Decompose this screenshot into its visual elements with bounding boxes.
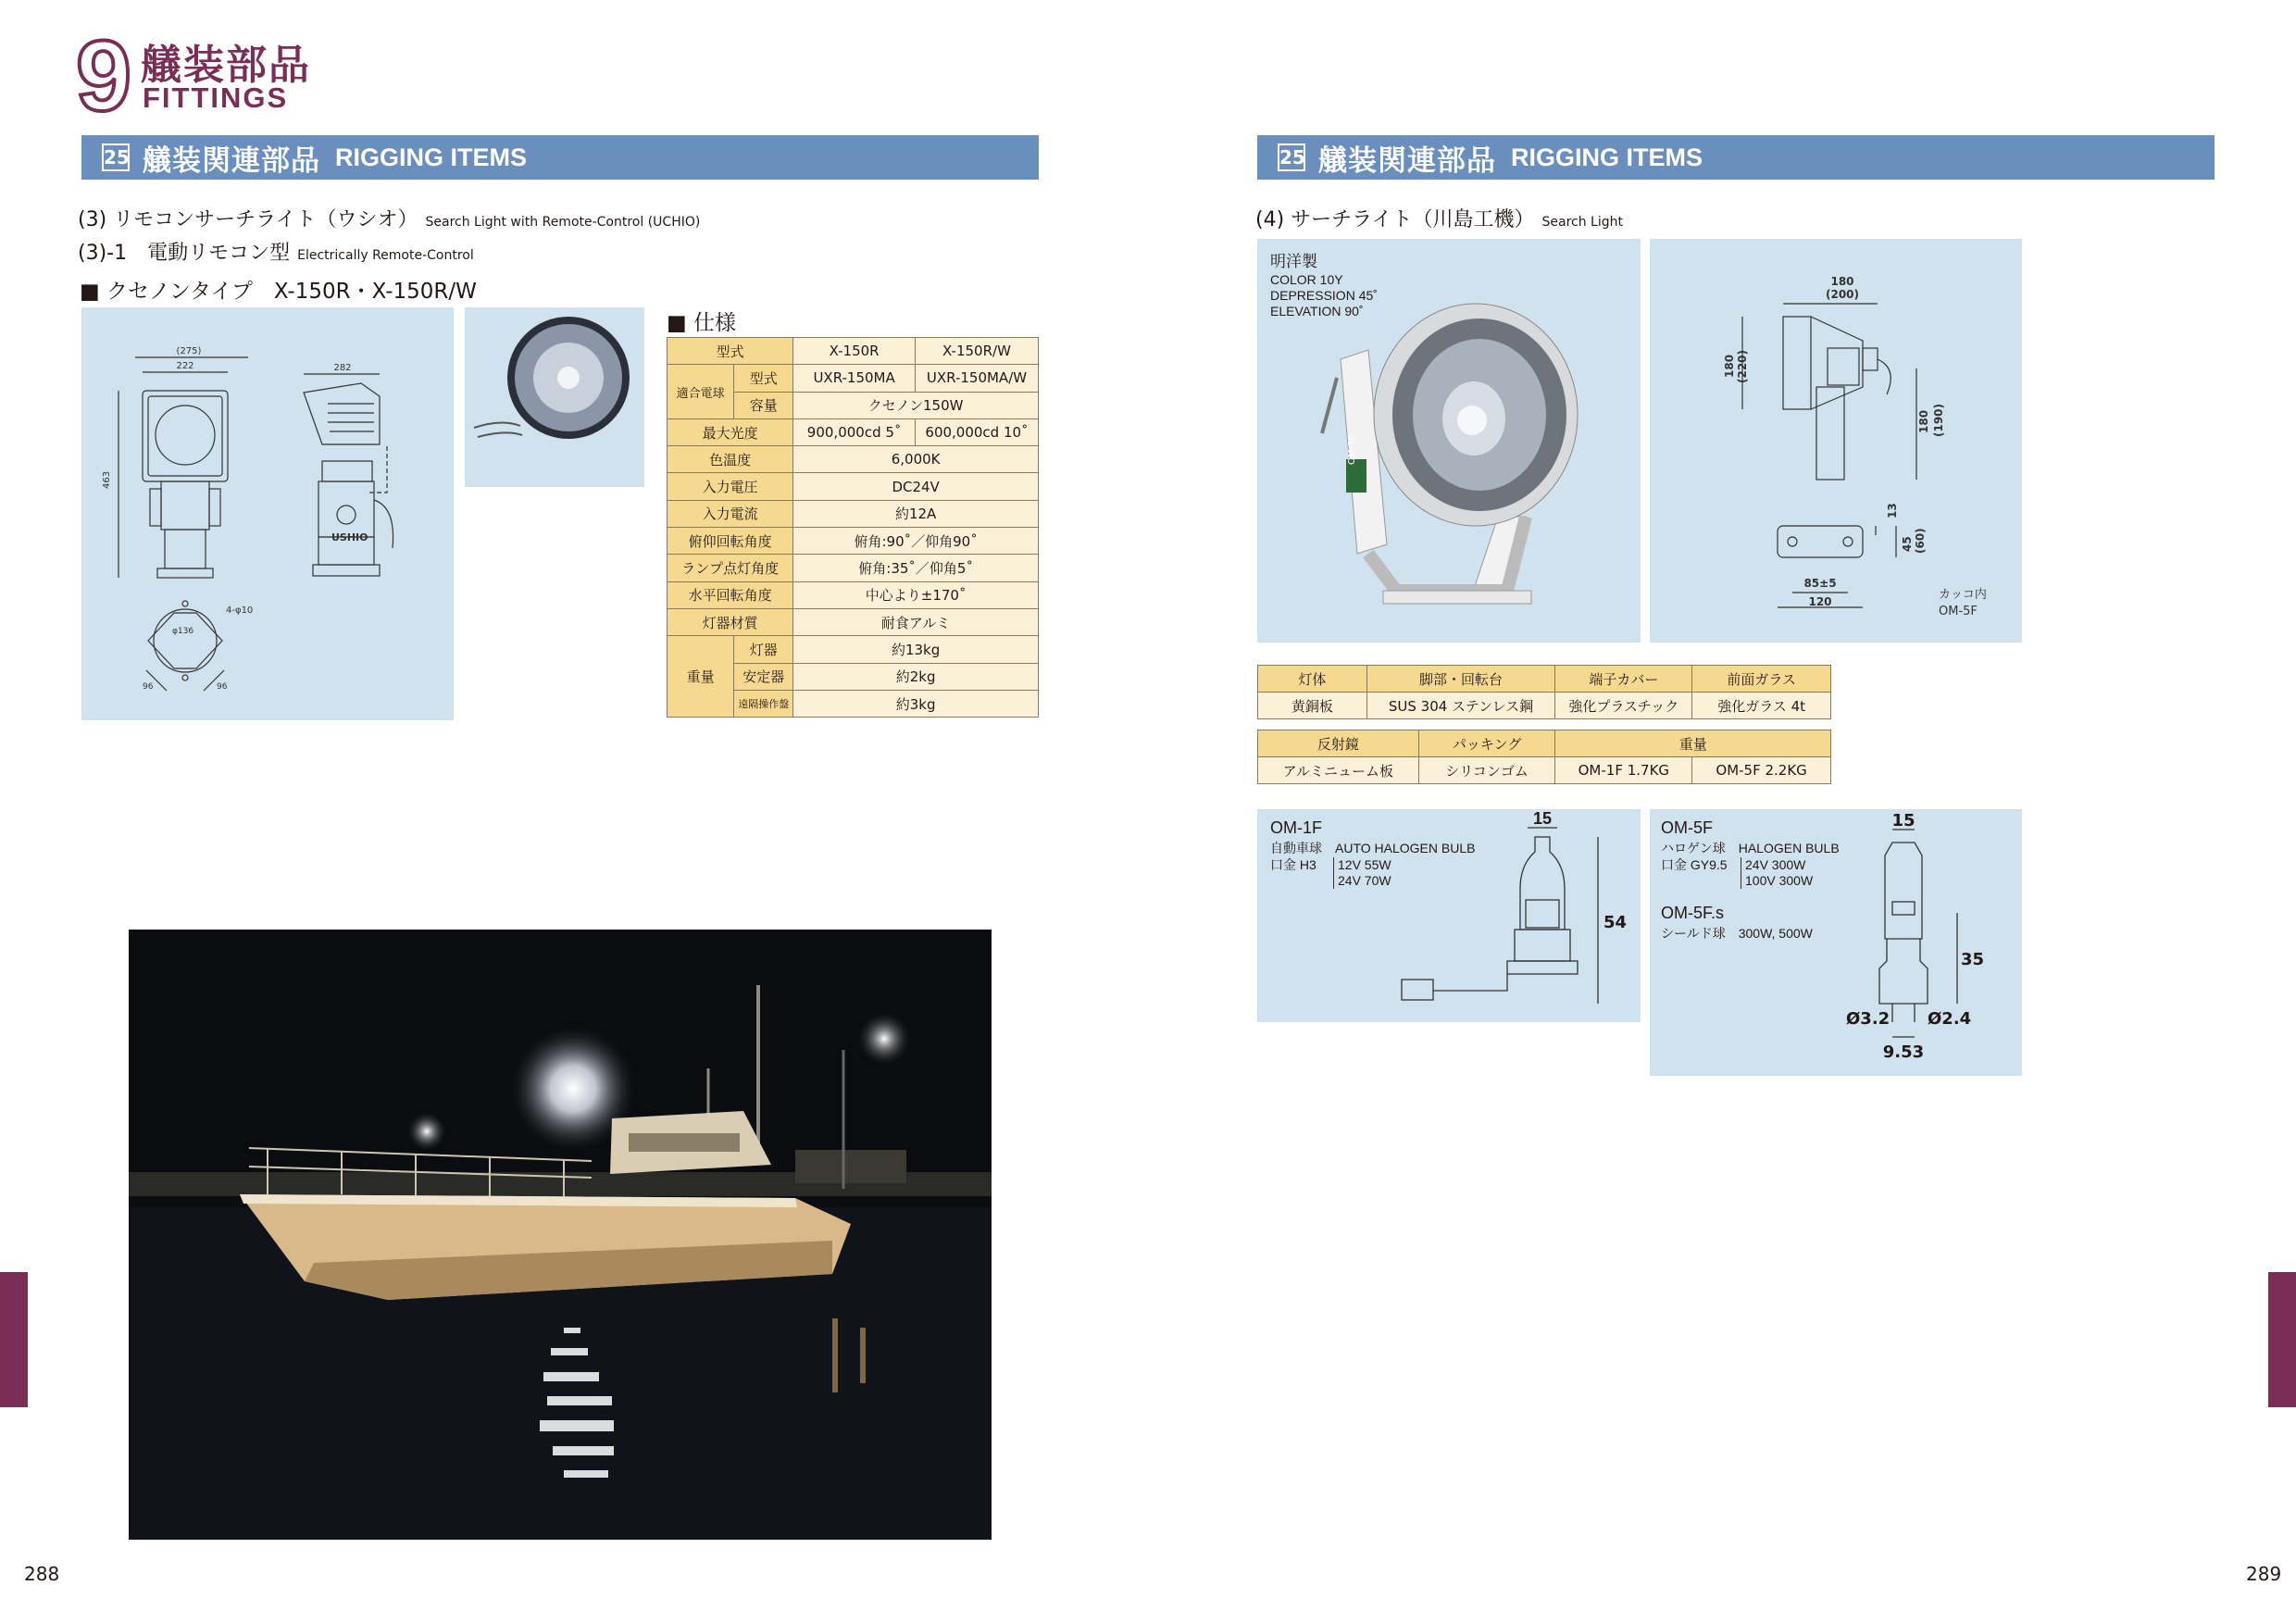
bulb-model: OM-1F xyxy=(1270,818,1322,837)
dim-275: (275) xyxy=(176,346,202,356)
section-title-jp: 艤装関連部品 xyxy=(1318,144,1496,178)
dim-pin1: Ø3.2 xyxy=(1846,1009,1890,1029)
cell: 耐食アルミ xyxy=(793,608,1039,635)
cell: X-150R xyxy=(793,338,916,365)
spec-table xyxy=(667,337,1039,718)
cell: UXR-150MA xyxy=(793,365,916,392)
section-title-en: RIGGING ITEMS xyxy=(335,143,528,171)
boat-photo-image xyxy=(129,930,992,1540)
dim-180v: 180 xyxy=(1723,354,1736,378)
section-bar-right xyxy=(1257,135,2215,180)
searchlight-om5f-image xyxy=(1257,239,1641,643)
table-row xyxy=(668,446,1039,473)
chapter-tab-right xyxy=(2268,1272,2296,1407)
cell: 入力電流 xyxy=(668,500,793,527)
cell: アルミニューム板 xyxy=(1258,757,1419,784)
chapter-tab-left xyxy=(0,1272,28,1407)
cell: X-150R/W xyxy=(915,338,1038,365)
material-table-2 xyxy=(1257,730,1831,784)
cell: 900,000cd 5˚ xyxy=(793,418,916,445)
bulb-type: 自動車球 AUTO HALOGEN BULB xyxy=(1270,841,1476,855)
cell: 黄銅板 xyxy=(1258,693,1367,719)
dim-96b: 96 xyxy=(217,682,228,692)
dim-pcd: φ136 xyxy=(172,627,194,636)
chapter-title-jp: 艤装部品 xyxy=(141,42,311,89)
dim-220: (220) xyxy=(1736,349,1749,383)
bulb-voltages: 12V 55W 24V 70W xyxy=(1333,857,1391,889)
ushio-brand-label: USHIO xyxy=(331,531,368,543)
table-row xyxy=(668,473,1039,500)
cell: 中心より±170˚ xyxy=(793,581,1039,608)
table-row xyxy=(668,528,1039,555)
bulb-model-2: OM-5F.s xyxy=(1661,904,1725,922)
dim-190: (190) xyxy=(1932,403,1945,437)
maker-label: 明洋製 xyxy=(1270,253,1317,271)
cell: 灯器材質 xyxy=(668,608,793,635)
section-title-jp: 艤装関連部品 xyxy=(143,144,320,178)
heading-electric-remote: (3)-1 電動リモコン型 Electrically Remote-Control xyxy=(78,242,474,265)
shield-bulb-text: シールド球 300W, 500W xyxy=(1661,926,1813,941)
table-row xyxy=(668,608,1039,635)
cell: 端子カバー xyxy=(1555,666,1692,693)
bulb-type: ハロゲン球 HALOGEN BULB xyxy=(1661,841,1840,855)
cell: 600,000cd 10˚ xyxy=(915,418,1038,445)
searchlight-photo-panel xyxy=(1257,239,1641,643)
dim-120: 120 xyxy=(1808,595,1832,608)
cell: 色温度 xyxy=(668,446,793,473)
heading-xenon-type: ■ クセノンタイプ X-150R・X-150R/W xyxy=(80,280,477,304)
table-row xyxy=(668,418,1039,445)
h3-bulb-drawing xyxy=(1257,809,1641,1022)
reflector-lamp-image xyxy=(465,307,644,487)
dim-pitch: 9.53 xyxy=(1882,1042,1925,1062)
section-bar-left xyxy=(81,135,1039,180)
table-row xyxy=(1258,693,1831,719)
dim-180: 180 xyxy=(1830,275,1854,288)
table-row xyxy=(668,365,1039,392)
cell: 遠隔操作盤 xyxy=(734,690,793,717)
gy95-bulb-drawing xyxy=(1650,809,2022,1076)
table-row xyxy=(668,555,1039,581)
dim-96a: 96 xyxy=(143,682,154,692)
heading-uchio: (3) リモコンサーチライト（ウシオ） Search Light with Remote-Control (UCHIO) xyxy=(78,208,701,231)
section-number: 25 xyxy=(1278,144,1305,171)
note-kakko: カッコ内 xyxy=(1939,588,1987,602)
dim-282: 282 xyxy=(333,363,352,373)
cell: 6,000K xyxy=(793,446,1039,473)
cell: 容量 xyxy=(734,392,793,418)
cell: SUS 304 ステンレス鋼 xyxy=(1366,693,1555,719)
table-row xyxy=(1258,757,1831,784)
cell: 適合電球 xyxy=(668,365,734,419)
cell: 入力電圧 xyxy=(668,473,793,500)
cell: 約3kg xyxy=(793,690,1039,717)
dim-463: 463 xyxy=(102,470,112,489)
table-row xyxy=(668,636,1039,663)
searchlight-dimension-drawing xyxy=(1650,239,2022,643)
section-number: 25 xyxy=(102,144,130,171)
cell: パッキング xyxy=(1418,730,1555,757)
dimension-drawing-panel xyxy=(1650,239,2022,643)
searchlight-drawing xyxy=(81,307,454,720)
harbor-night-photo xyxy=(129,930,992,1540)
cell: OM-5F 2.2KG xyxy=(1692,757,1831,784)
dim-width: 15 xyxy=(1891,811,1915,830)
dim-width: 15 xyxy=(1532,809,1553,828)
cell: 強化ガラス 4t xyxy=(1692,693,1831,719)
cell: 灯器 xyxy=(734,636,793,663)
cell: 前面ガラス xyxy=(1692,666,1831,693)
dim-13: 13 xyxy=(1886,503,1899,518)
dim-200: (200) xyxy=(1825,288,1860,301)
table-row xyxy=(668,500,1039,527)
page-number-right: 289 xyxy=(2246,1563,2282,1585)
bulb-om1f-panel xyxy=(1257,809,1641,1022)
om5f-tag: OM-5F xyxy=(1347,434,1357,465)
cell: 安定器 xyxy=(734,663,793,690)
cell: OM-1F 1.7KG xyxy=(1555,757,1692,784)
table-row xyxy=(668,581,1039,608)
cell: 型式 xyxy=(734,365,793,392)
chapter-title-en: FITTINGS xyxy=(143,81,289,114)
cell: 約13kg xyxy=(793,636,1039,663)
table-row xyxy=(1258,666,1831,693)
dim-hole: 4-φ10 xyxy=(226,606,254,616)
dim-height: 54 xyxy=(1603,913,1628,932)
cell: 俯仰回転角度 xyxy=(668,528,793,555)
drawing-panel-x150r xyxy=(81,307,454,720)
cell: 重量 xyxy=(668,636,734,718)
spec-title: ■ 仕様 xyxy=(667,311,737,335)
page-number-left: 288 xyxy=(24,1563,60,1585)
cell: 強化プラスチック xyxy=(1555,693,1692,719)
dim-180b: 180 xyxy=(1917,409,1930,433)
dim-45: 45 xyxy=(1901,536,1914,552)
bulb-base: 口金 GY9.5 xyxy=(1661,857,1728,872)
bulb-model: OM-5F xyxy=(1661,818,1713,837)
cell: 約2kg xyxy=(793,663,1039,690)
cell: シリコンゴム xyxy=(1418,757,1555,784)
bulb-base: 口金 H3 xyxy=(1270,857,1316,872)
section-title-en: RIGGING ITEMS xyxy=(1511,143,1703,171)
table-row xyxy=(1258,730,1831,757)
chapter-number: 9 xyxy=(76,19,132,131)
bulb-voltages: 24V 300W 100V 300W xyxy=(1741,857,1813,889)
cell: 俯角:90˚／仰角90˚ xyxy=(793,528,1039,555)
dim-85: 85±5 xyxy=(1803,577,1837,590)
cell: 反射鏡 xyxy=(1258,730,1419,757)
cell: ランプ点灯角度 xyxy=(668,555,793,581)
cell: 最大光度 xyxy=(668,418,793,445)
note-om5f: OM-5F xyxy=(1939,605,1978,618)
dim-height: 35 xyxy=(1961,950,1985,969)
dim-222: 222 xyxy=(176,361,194,371)
cell: 灯体 xyxy=(1258,666,1367,693)
cell: クセノン150W xyxy=(793,392,1039,418)
cell: 型式 xyxy=(668,338,793,365)
cell: UXR-150MA/W xyxy=(915,365,1038,392)
lamp-photo xyxy=(465,307,644,487)
cell: 俯角:35˚／仰角5˚ xyxy=(793,555,1039,581)
heading-kawashima: (4) サーチライト（川島工機） Search Light xyxy=(1255,208,1623,231)
photo-spec-text: COLOR 10Y DEPRESSION 45˚ ELEVATION 90˚ xyxy=(1270,272,1378,318)
bulb-om5f-panel xyxy=(1650,809,2022,1076)
cell: 重量 xyxy=(1555,730,1831,757)
dim-60: (60) xyxy=(1914,528,1927,554)
cell: 約12A xyxy=(793,500,1039,527)
cell: DC24V xyxy=(793,473,1039,500)
table-row xyxy=(668,338,1039,365)
dim-pin2: Ø2.4 xyxy=(1928,1009,1972,1029)
cell: 水平回転角度 xyxy=(668,581,793,608)
material-table-1 xyxy=(1257,665,1831,719)
cell: 脚部・回転台 xyxy=(1366,666,1555,693)
